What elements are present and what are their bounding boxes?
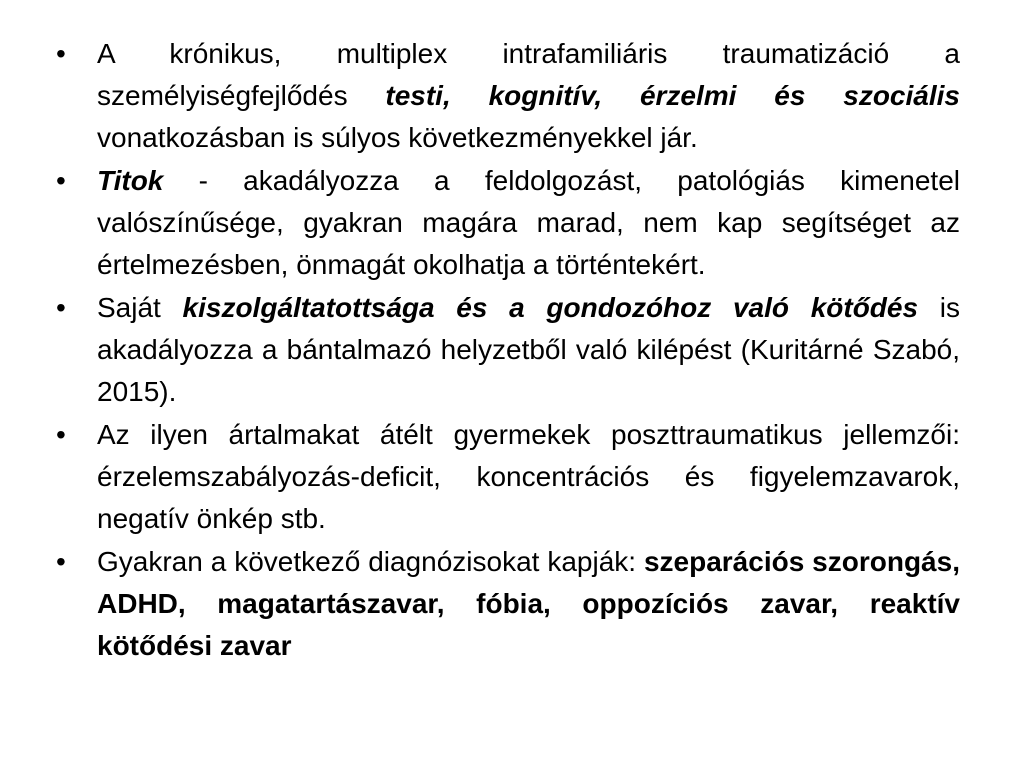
bullet-item — [56, 541, 960, 667]
bullet-item — [56, 287, 960, 413]
bullet-item — [56, 33, 960, 159]
bullet-text: - akadályozza a feldolgozást, patológiás kimenetel valószínűsége, gyakran magára marad, nem kap segítséget az értelmezésben, önmagát okolhatja a történtekért. — [97, 165, 960, 280]
bullet-marker: • — [56, 38, 66, 69]
bullet-item — [56, 160, 960, 286]
bullet-item — [56, 414, 960, 540]
bullet-emphasis: szeparációs szorongás, ADHD, magatartászavar, fóbia, oppozíciós zavar, reaktív kötődési zavar — [97, 546, 960, 661]
bullet-emphasis: kiszolgáltatottsága és a gondozóhoz való kötődés — [182, 292, 919, 323]
bullet-marker: • — [56, 546, 66, 577]
bullet-text: vonatkozásban is súlyos következményekkel jár. — [97, 122, 698, 153]
bullet-marker: • — [56, 292, 66, 323]
bullet-text: Saját — [97, 292, 183, 323]
bullet-marker: • — [56, 165, 66, 196]
bullet-marker: • — [56, 419, 66, 450]
bullet-text: A krónikus, multiplex intrafamiliáris traumatizáció a személyiségfejlődés — [97, 38, 960, 111]
bullet-emphasis: testi, kognitív, érzelmi és szociális — [385, 80, 960, 111]
bullet-text: Gyakran a következő diagnózisokat kapják: — [97, 546, 644, 577]
bullet-list — [56, 33, 960, 667]
bullet-text: Az ilyen ártalmakat átélt gyermekek poszttraumatikus jellemzői: érzelemszabályozás-deficit, koncentrációs és figyelemzavarok, negatív önkép stb. — [97, 419, 960, 534]
bullet-text: is akadályozza a bántalmazó helyzetből való kilépést (Kuritárné Szabó, 2015). — [97, 292, 960, 407]
bullet-emphasis: Titok — [97, 165, 164, 196]
